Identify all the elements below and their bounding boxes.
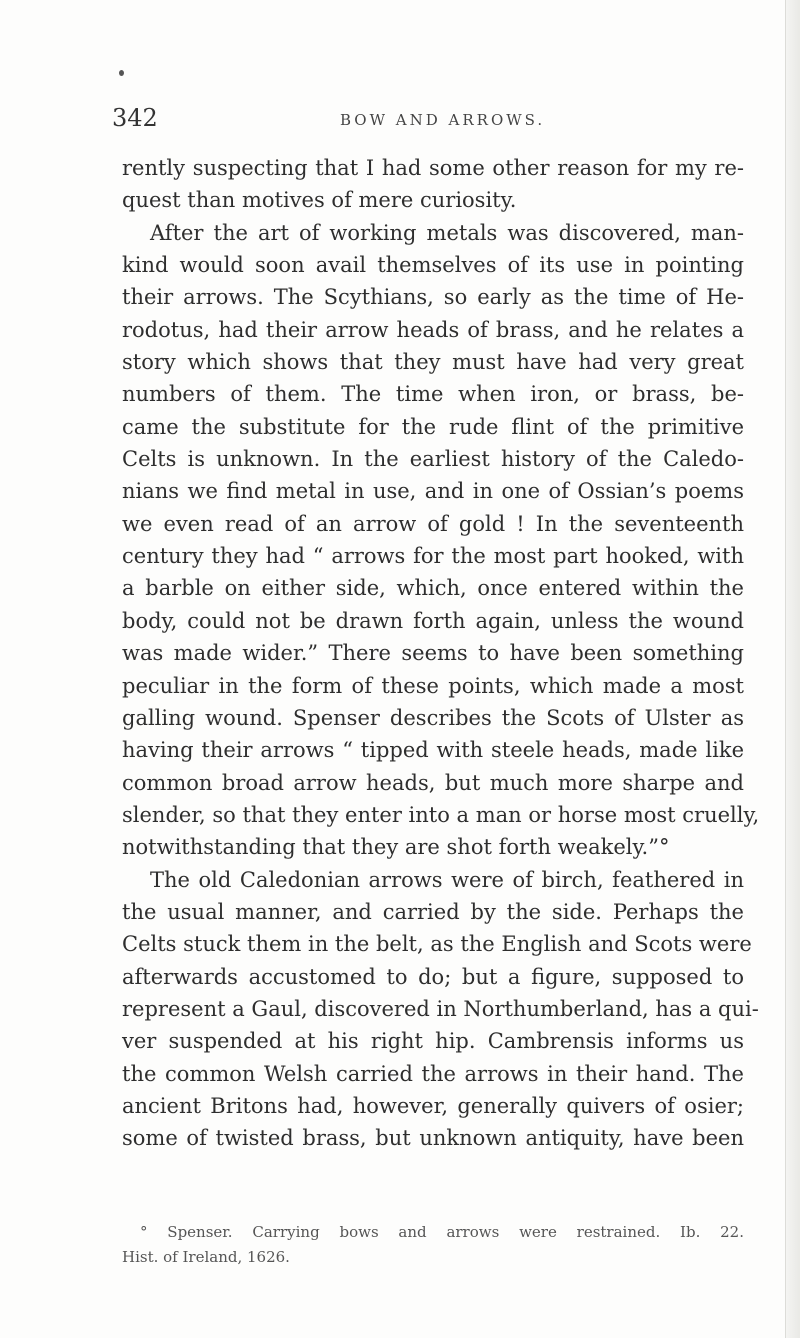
page-edge xyxy=(785,0,800,1338)
text-line: story which shows that they must have had very great xyxy=(122,350,744,375)
text-line: After the art of working metals was discovered, man- xyxy=(150,220,744,245)
text-line: Celts stuck them in the belt, as the English and Scots were xyxy=(122,932,752,957)
text-line: galling wound. Spenser describes the Scots of Ulster as xyxy=(122,705,744,730)
text-line: rodotus, had their arrow heads of brass, and he relates a xyxy=(122,317,744,342)
text-line: numbers of them. The time when iron, or brass, be- xyxy=(122,382,744,407)
text-line: Celts is unknown. In the earliest history of the Caledo- xyxy=(122,447,744,472)
text-line: notwithstanding that they are shot forth weakely.”° xyxy=(122,835,670,860)
text-line: slender, so that they enter into a man or horse most cruelly, xyxy=(122,802,760,827)
page-header xyxy=(0,104,800,144)
text-line: quest than motives of mere curiosity. xyxy=(122,188,517,213)
text-line: nians we find metal in use, and in one of Ossian’s poems xyxy=(122,479,744,504)
text-line: their arrows. The Scythians, so early as the time of He- xyxy=(122,285,744,310)
footnote-line: Hist. of Ireland, 1626. xyxy=(122,1248,290,1266)
text-line: ancient Britons had, however, generally quivers of osier; xyxy=(122,1093,744,1118)
text-line: the usual manner, and carried by the side. Perhaps the xyxy=(122,899,744,924)
text-line: common broad arrow heads, but much more sharpe and xyxy=(122,770,744,795)
running-head: BOW AND ARROWS. xyxy=(340,111,546,129)
text-line: a barble on either side, which, once entered within the xyxy=(122,576,744,601)
text-line: some of twisted brass, but unknown antiquity, have been xyxy=(122,1126,744,1151)
text-line: peculiar in the form of these points, which made a most xyxy=(122,673,744,698)
text-line: was made wider.” There seems to have been something xyxy=(122,641,744,666)
text-line: ver suspended at his right hip. Cambrensis informs us xyxy=(122,1029,744,1054)
text-line: The old Caledonian arrows were of birch, feathered in xyxy=(150,867,744,892)
text-line: body, could not be drawn forth again, unless the wound xyxy=(122,608,744,633)
ink-spot xyxy=(119,70,124,76)
text-line: having their arrows “ tipped with steele heads, made like xyxy=(122,738,744,763)
footnote-line: ° Spenser. Carrying bows and arrows were restrained. Ib. 22. xyxy=(140,1223,744,1241)
text-line: we even read of an arrow of gold ! In the seventeenth xyxy=(122,511,744,536)
text-line: century they had “ arrows for the most part hooked, with xyxy=(122,544,744,569)
text-line: afterwards accustomed to do; but a figure, supposed to xyxy=(122,964,744,989)
text-line: represent a Gaul, discovered in Northumberland, has a qui- xyxy=(122,996,759,1021)
text-line: kind would soon avail themselves of its use in pointing xyxy=(122,253,744,278)
text-line: rently suspecting that I had some other reason for my re- xyxy=(122,156,744,180)
body-text xyxy=(122,152,760,1155)
footnotes xyxy=(122,1220,744,1270)
text-line: the common Welsh carried the arrows in their hand. The xyxy=(122,1061,744,1086)
text-line: came the substitute for the rude flint of the primitive xyxy=(122,414,744,439)
page-number: 342 xyxy=(112,104,158,132)
